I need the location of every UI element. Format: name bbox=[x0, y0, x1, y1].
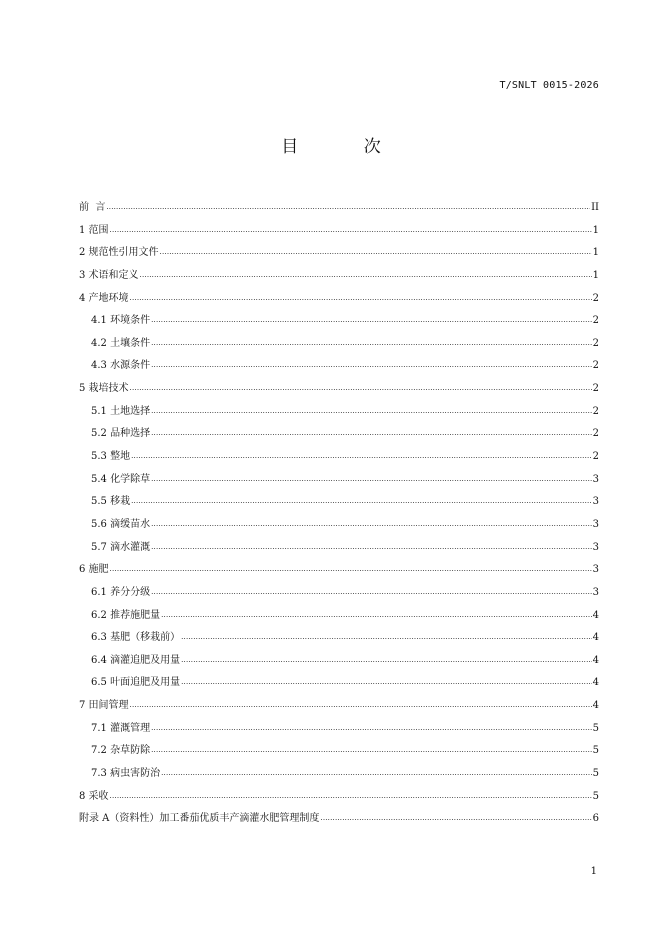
toc-leader-dots bbox=[161, 604, 592, 627]
toc-entry-page: 2 bbox=[592, 428, 599, 440]
toc-entry[interactable] bbox=[79, 288, 599, 311]
toc-entry[interactable] bbox=[79, 242, 599, 265]
toc-leader-dots bbox=[151, 332, 592, 355]
toc-entry[interactable] bbox=[79, 355, 599, 378]
toc-entry-page: 3 bbox=[592, 586, 599, 598]
page-title: 目 次 bbox=[281, 137, 411, 157]
toc-entry[interactable] bbox=[79, 582, 599, 605]
toc-entry-page: 4 bbox=[592, 700, 599, 712]
toc-entry-page: 5 bbox=[592, 745, 599, 757]
toc-entry-label: 6.4 滴灌追肥及用量 bbox=[91, 654, 181, 666]
toc-entry-label: 8 采收 bbox=[79, 790, 109, 802]
toc-entry[interactable] bbox=[79, 514, 599, 537]
toc-leader-dots bbox=[106, 196, 590, 219]
toc-entry-page: 3 bbox=[592, 541, 599, 553]
toc-leader-dots bbox=[151, 581, 592, 604]
toc-entry-page: 2 bbox=[592, 360, 599, 372]
toc-entry-page: II bbox=[591, 202, 599, 213]
toc-entry[interactable] bbox=[79, 220, 599, 243]
toc-entry-label: 6.3 基肥（移栽前） bbox=[91, 632, 181, 644]
toc-leader-dots bbox=[110, 785, 592, 808]
toc-entry-label: 5 栽培技术 bbox=[79, 383, 129, 395]
toc-entry[interactable] bbox=[79, 786, 599, 809]
toc-entry-label: 4.3 水源条件 bbox=[91, 360, 151, 372]
toc-entry-label: 5.1 土地选择 bbox=[91, 405, 151, 417]
toc-leader-dots bbox=[320, 807, 591, 830]
toc-entry-label: 4.1 环境条件 bbox=[91, 315, 151, 327]
toc-entry-label: 7.2 杂草防除 bbox=[91, 745, 151, 757]
toc-entry-label: 5.7 滴水灌溉 bbox=[91, 541, 151, 553]
toc-leader-dots bbox=[151, 468, 592, 491]
toc-entry-label: 6.5 叶面追肥及用量 bbox=[91, 677, 181, 689]
toc-entry[interactable] bbox=[79, 808, 599, 831]
toc-entry[interactable] bbox=[79, 310, 599, 333]
toc-entry-label: 5.3 整地 bbox=[91, 451, 131, 463]
toc-leader-dots bbox=[181, 671, 592, 694]
toc-entry[interactable] bbox=[79, 695, 599, 718]
toc-entry-label: 5.4 化学除草 bbox=[91, 473, 151, 485]
toc-entry[interactable] bbox=[79, 469, 599, 492]
toc-leader-dots bbox=[151, 513, 592, 536]
toc-leader-dots bbox=[130, 287, 592, 310]
toc-leader-dots bbox=[151, 536, 592, 559]
toc-leader-dots bbox=[151, 422, 592, 445]
toc-leader-dots bbox=[160, 241, 592, 264]
toc-entry-label: 6.1 养分分级 bbox=[91, 586, 151, 598]
toc-entry[interactable] bbox=[79, 763, 599, 786]
document-number: T/SNLT 0015-2026 bbox=[499, 80, 599, 91]
toc-entry-page: 2 bbox=[592, 337, 599, 349]
toc-entry-page: 2 bbox=[592, 292, 599, 304]
toc-entry[interactable] bbox=[79, 491, 599, 514]
toc-entry-label: 5.6 滴缓苗水 bbox=[91, 518, 151, 530]
toc-entry[interactable] bbox=[79, 627, 599, 650]
toc-entry-label: 前 言 bbox=[79, 202, 106, 213]
toc-entry[interactable] bbox=[79, 446, 599, 469]
toc-entry-page: 2 bbox=[592, 383, 599, 395]
toc-entry-page: 6 bbox=[592, 813, 599, 825]
toc-entry-label: 4.2 土壤条件 bbox=[91, 337, 151, 349]
toc-entry-label: 附录 A（资料性）加工番茄优质丰产滴灌水肥管理制度 bbox=[79, 813, 320, 825]
toc-leader-dots bbox=[110, 219, 592, 242]
toc-entry[interactable] bbox=[79, 423, 599, 446]
toc-leader-dots bbox=[140, 264, 592, 287]
toc-entry-page: 1 bbox=[592, 247, 599, 259]
toc-entry[interactable] bbox=[79, 537, 599, 560]
toc-entry[interactable] bbox=[79, 559, 599, 582]
toc-leader-dots bbox=[130, 377, 592, 400]
toc-entry[interactable] bbox=[79, 672, 599, 695]
toc-entry[interactable] bbox=[79, 718, 599, 741]
toc-entry-page: 2 bbox=[592, 451, 599, 463]
toc-entry[interactable] bbox=[79, 740, 599, 763]
toc-entry-label: 6.2 推荐施肥量 bbox=[91, 609, 161, 621]
toc-entry[interactable] bbox=[79, 333, 599, 356]
toc-entry-page: 4 bbox=[592, 677, 599, 689]
toc-entry-page: 3 bbox=[592, 496, 599, 508]
toc-entry-page: 5 bbox=[592, 722, 599, 734]
toc-entry-label: 1 范围 bbox=[79, 224, 109, 236]
toc-entry[interactable] bbox=[79, 265, 599, 288]
page-number: 1 bbox=[590, 866, 597, 877]
toc-entry-page: 5 bbox=[592, 768, 599, 780]
toc-leader-dots bbox=[181, 649, 592, 672]
toc-leader-dots bbox=[110, 558, 592, 581]
toc-entry-label: 6 施肥 bbox=[79, 564, 109, 576]
toc-leader-dots bbox=[151, 309, 592, 332]
toc-entry-page: 3 bbox=[592, 473, 599, 485]
toc-entry[interactable] bbox=[79, 650, 599, 673]
toc-entry-page: 2 bbox=[592, 315, 599, 327]
toc-leader-dots bbox=[131, 490, 592, 513]
toc-entry-page: 5 bbox=[592, 790, 599, 802]
toc-leader-dots bbox=[131, 445, 592, 468]
toc-entry-page: 4 bbox=[592, 632, 599, 644]
toc-leader-dots bbox=[161, 762, 592, 785]
toc-entry-label: 4 产地环境 bbox=[79, 292, 129, 304]
toc-entry-label: 5.2 品种选择 bbox=[91, 428, 151, 440]
toc-entry-label: 3 术语和定义 bbox=[79, 269, 139, 281]
toc-leader-dots bbox=[151, 400, 592, 423]
toc-entry-label: 5.5 移栽 bbox=[91, 496, 131, 508]
toc-entry-page: 1 bbox=[592, 224, 599, 236]
toc-entry[interactable] bbox=[79, 605, 599, 628]
toc-entry-label: 7.3 病虫害防治 bbox=[91, 768, 161, 780]
toc-entry-page: 2 bbox=[592, 405, 599, 417]
toc-entry-page: 1 bbox=[592, 269, 599, 281]
toc-entry-page: 4 bbox=[592, 609, 599, 621]
toc-entry-label: 7 田间管理 bbox=[79, 700, 129, 712]
toc-entry-label: 7.1 灌溉管理 bbox=[91, 722, 151, 734]
toc-entry[interactable] bbox=[79, 197, 599, 220]
toc-leader-dots bbox=[181, 626, 592, 649]
toc-entry-page: 3 bbox=[592, 518, 599, 530]
toc-leader-dots bbox=[151, 354, 592, 377]
table-of-contents bbox=[79, 197, 599, 831]
toc-entry[interactable] bbox=[79, 378, 599, 401]
toc-entry-page: 3 bbox=[592, 564, 599, 576]
toc-leader-dots bbox=[130, 694, 592, 717]
toc-entry-page: 4 bbox=[592, 654, 599, 666]
toc-leader-dots bbox=[151, 717, 592, 740]
toc-entry-label: 2 规范性引用文件 bbox=[79, 247, 159, 259]
toc-entry[interactable] bbox=[79, 401, 599, 424]
toc-leader-dots bbox=[151, 739, 592, 762]
